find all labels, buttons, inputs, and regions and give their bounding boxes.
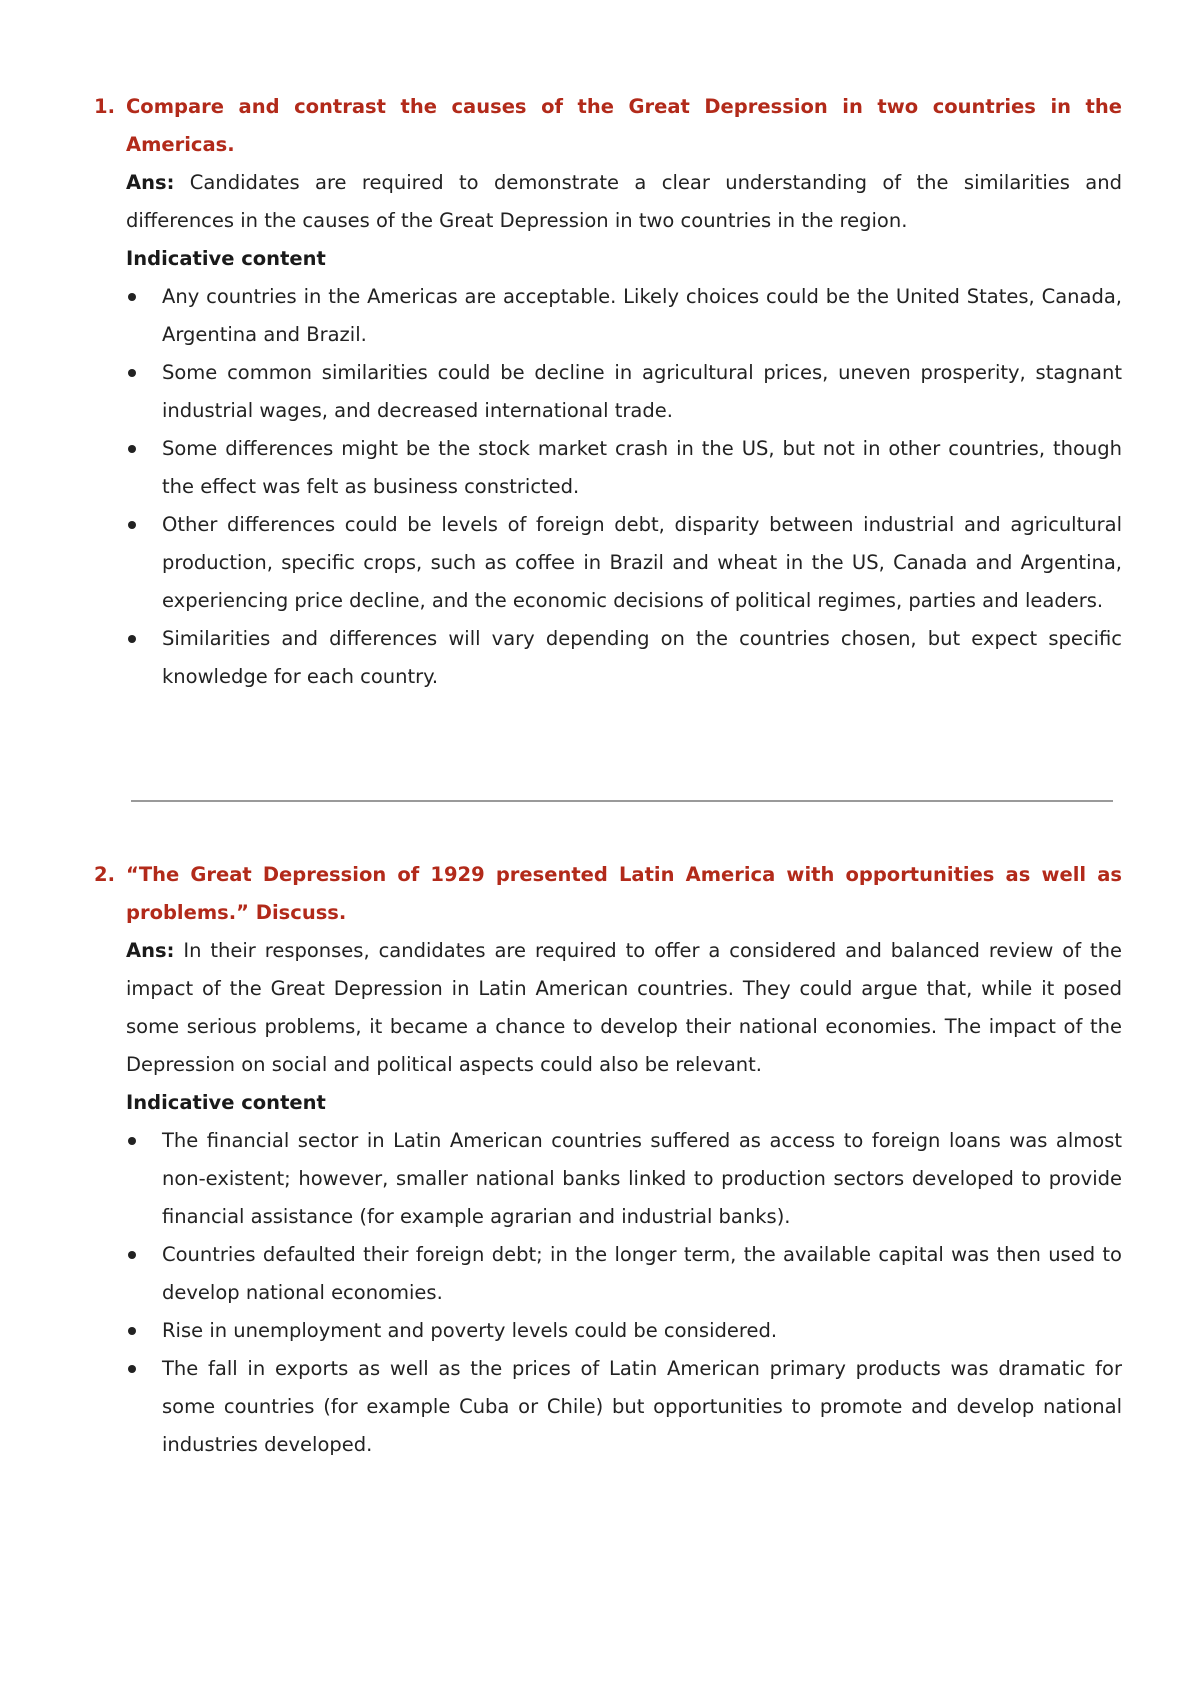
question-2-answer (126, 932, 1122, 1084)
bullet-icon (128, 293, 136, 301)
question-1-body (126, 164, 1122, 696)
answer-label: Ans: (126, 171, 175, 194)
list-item (126, 1312, 1122, 1350)
question-2-title: “The Great Depression of 1929 presented Latin America with opportunities as well as problems.” Discuss. (126, 863, 1122, 924)
point-text: Other differences could be levels of foreign debt, disparity between industrial and agricultural production, specific crops, such as coffee in Brazil and wheat in the US, Canada and Argentina, experiencing price decline, and the economic decisions of political regimes, parties and leaders. (162, 513, 1122, 612)
list-item (126, 506, 1122, 620)
question-2 (94, 856, 1122, 1464)
point-text: The financial sector in Latin American countries suffered as access to foreign loans was almost non-existent; however, smaller national banks linked to production sectors developed to provide financial assistance (for example agrarian and industrial banks). (162, 1129, 1122, 1228)
section-divider (131, 800, 1113, 802)
list-item (126, 430, 1122, 506)
indicative-content-heading: Indicative content (126, 247, 326, 270)
question-2-number: 2. (94, 863, 115, 886)
bullet-icon (128, 445, 136, 453)
answer-text: In their responses, candidates are required to offer a considered and balanced review of the impact of the Great Depression in Latin American countries. They could argue that, while it posed some serious problems, it became a chance to develop their national economies. The impact of the Depression on social and political aspects could also be relevant. (126, 939, 1122, 1076)
list-item (126, 1350, 1122, 1464)
bullet-icon (128, 1365, 136, 1373)
indicative-points-list (126, 278, 1122, 696)
question-1-heading (94, 88, 1122, 164)
point-text: Rise in unemployment and poverty levels could be considered. (162, 1319, 778, 1342)
question-2-heading (94, 856, 1122, 932)
point-text: Countries defaulted their foreign debt; in the longer term, the available capital was then used to develop national economies. (162, 1243, 1122, 1304)
point-text: Some common similarities could be decline in agricultural prices, uneven prosperity, stagnant industrial wages, and decreased international trade. (162, 361, 1122, 422)
answer-text: Candidates are required to demonstrate a clear understanding of the similarities and differences in the causes of the Great Depression in two countries in the region. (126, 171, 1122, 232)
list-item (126, 278, 1122, 354)
question-1 (94, 88, 1122, 696)
bullet-icon (128, 521, 136, 529)
indicative-points-list (126, 1122, 1122, 1464)
question-1-number: 1. (94, 95, 115, 118)
list-item (126, 620, 1122, 696)
bullet-icon (128, 635, 136, 643)
answer-label: Ans: (126, 939, 175, 962)
bullet-icon (128, 1327, 136, 1335)
question-1-answer (126, 164, 1122, 240)
list-item (126, 1122, 1122, 1236)
point-text: Some differences might be the stock market crash in the US, but not in other countries, though the effect was felt as business constricted. (162, 437, 1122, 498)
indicative-content-heading: Indicative content (126, 1091, 326, 1114)
bullet-icon (128, 1251, 136, 1259)
point-text: Similarities and differences will vary depending on the countries chosen, but expect specific knowledge for each country. (162, 627, 1122, 688)
list-item (126, 1236, 1122, 1312)
question-1-title: Compare and contrast the causes of the Great Depression in two countries in the Americas. (126, 95, 1122, 156)
point-text: The fall in exports as well as the prices of Latin American primary products was dramatic for some countries (for example Cuba or Chile) but opportunities to promote and develop national industries developed. (162, 1357, 1122, 1456)
list-item (126, 354, 1122, 430)
bullet-icon (128, 1137, 136, 1145)
point-text: Any countries in the Americas are acceptable. Likely choices could be the United States, Canada, Argentina and Brazil. (162, 285, 1122, 346)
bullet-icon (128, 369, 136, 377)
question-2-body (126, 932, 1122, 1464)
